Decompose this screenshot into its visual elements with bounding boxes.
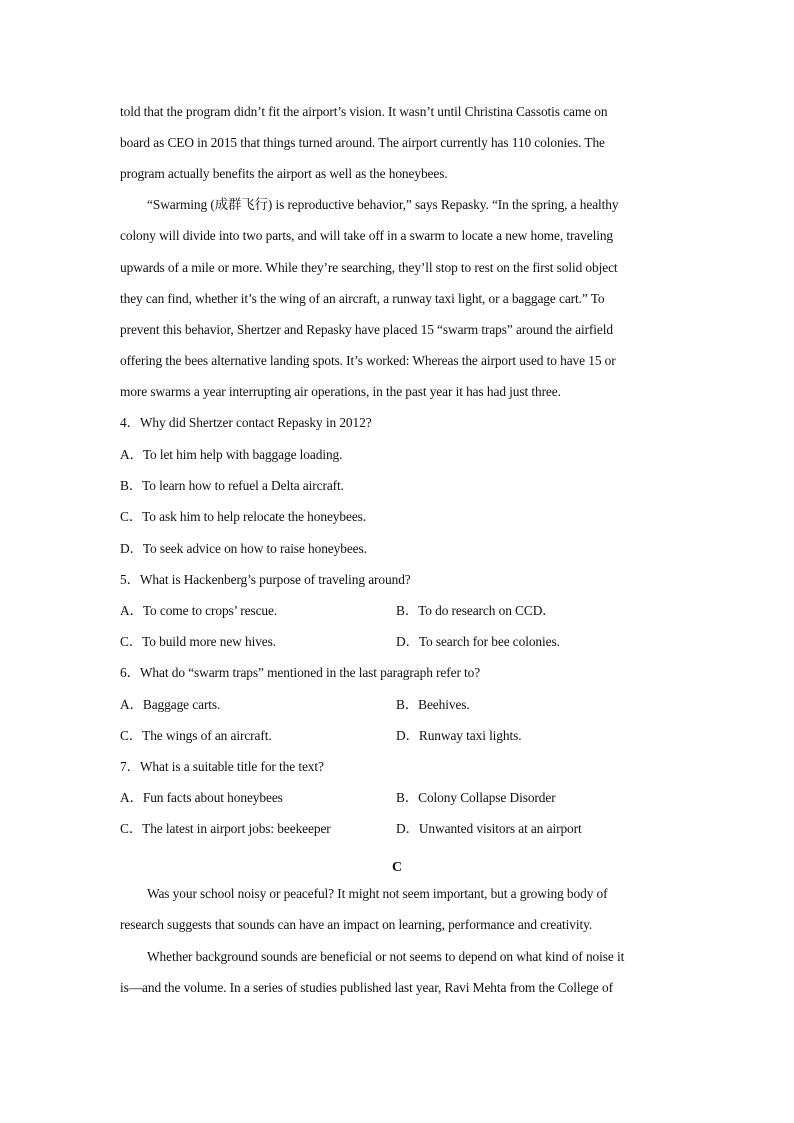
text-line: offering the bees alternative landing spots. It’s worked: Whereas the airport used to have 15 or (120, 353, 616, 368)
text-line: upwards of a mile or more. While they’re searching, they’ll stop to rest on the first solid object (120, 260, 618, 275)
option-d: D．Unwanted visitors at an airport (396, 821, 582, 836)
option-a: A．Baggage carts. (120, 697, 221, 712)
text-line: prevent this behavior, Shertzer and Repasky have placed 15 “swarm traps” around the airfield (120, 322, 613, 337)
option-a: A．To come to crops’ rescue. (120, 603, 278, 618)
option-c: C．The latest in airport jobs: beekeeper (120, 821, 331, 836)
text-line: Was your school noisy or peaceful? It might not seem important, but a growing body of (147, 886, 608, 901)
text-line: “Swarming (成群飞行) is reproductive behavior,” says Repasky. “In the spring, a healthy (147, 197, 619, 212)
text-line: program actually benefits the airport as well as the honeybees. (120, 166, 448, 181)
section-heading: C (391, 860, 402, 875)
text-line: Whether background sounds are beneficial or not seems to depend on what kind of noise it (147, 949, 625, 964)
option-d: D．To search for bee colonies. (396, 634, 560, 649)
text-line: told that the program didn’t fit the airport’s vision. It wasn’t until Christina Cassotis came on (120, 104, 608, 119)
question-stem: 7．What is a suitable title for the text? (120, 759, 324, 774)
option-c: C．The wings of an aircraft. (120, 728, 272, 743)
option-d: D．To seek advice on how to raise honeybees. (120, 541, 367, 556)
text-line: colony will divide into two parts, and will take off in a swarm to locate a new home, traveling (120, 228, 614, 243)
text-line: is—and the volume. In a series of studies published last year, Ravi Mehta from the College of (120, 980, 613, 995)
option-b: B．Colony Collapse Disorder (396, 790, 556, 805)
option-c: C．To ask him to help relocate the honeybees. (120, 509, 367, 524)
text-line: they can find, whether it’s the wing of an aircraft, a runway taxi light, or a baggage cart.” To (120, 291, 605, 306)
question-stem: 5．What is Hackenberg’s purpose of traveling around? (120, 572, 411, 587)
option-c: C．To build more new hives. (120, 634, 277, 649)
option-b: B．Beehives. (396, 697, 470, 712)
text-line: research suggests that sounds can have an impact on learning, performance and creativity. (120, 917, 593, 932)
text-line: more swarms a year interrupting air operations, in the past year it has had just three. (120, 384, 561, 399)
option-b: B．To learn how to refuel a Delta aircraft. (120, 478, 344, 493)
question-stem: 4．Why did Shertzer contact Repasky in 2012? (120, 415, 372, 430)
option-a: A．Fun facts about honeybees (120, 790, 283, 805)
option-a: A．To let him help with baggage loading. (120, 447, 343, 462)
question-stem: 6．What do “swarm traps” mentioned in the last paragraph refer to? (120, 665, 481, 680)
option-d: D．Runway taxi lights. (396, 728, 522, 743)
option-b: B．To do research on CCD． (396, 603, 556, 618)
text-line: board as CEO in 2015 that things turned around. The airport currently has 110 colonies. The (120, 135, 605, 150)
